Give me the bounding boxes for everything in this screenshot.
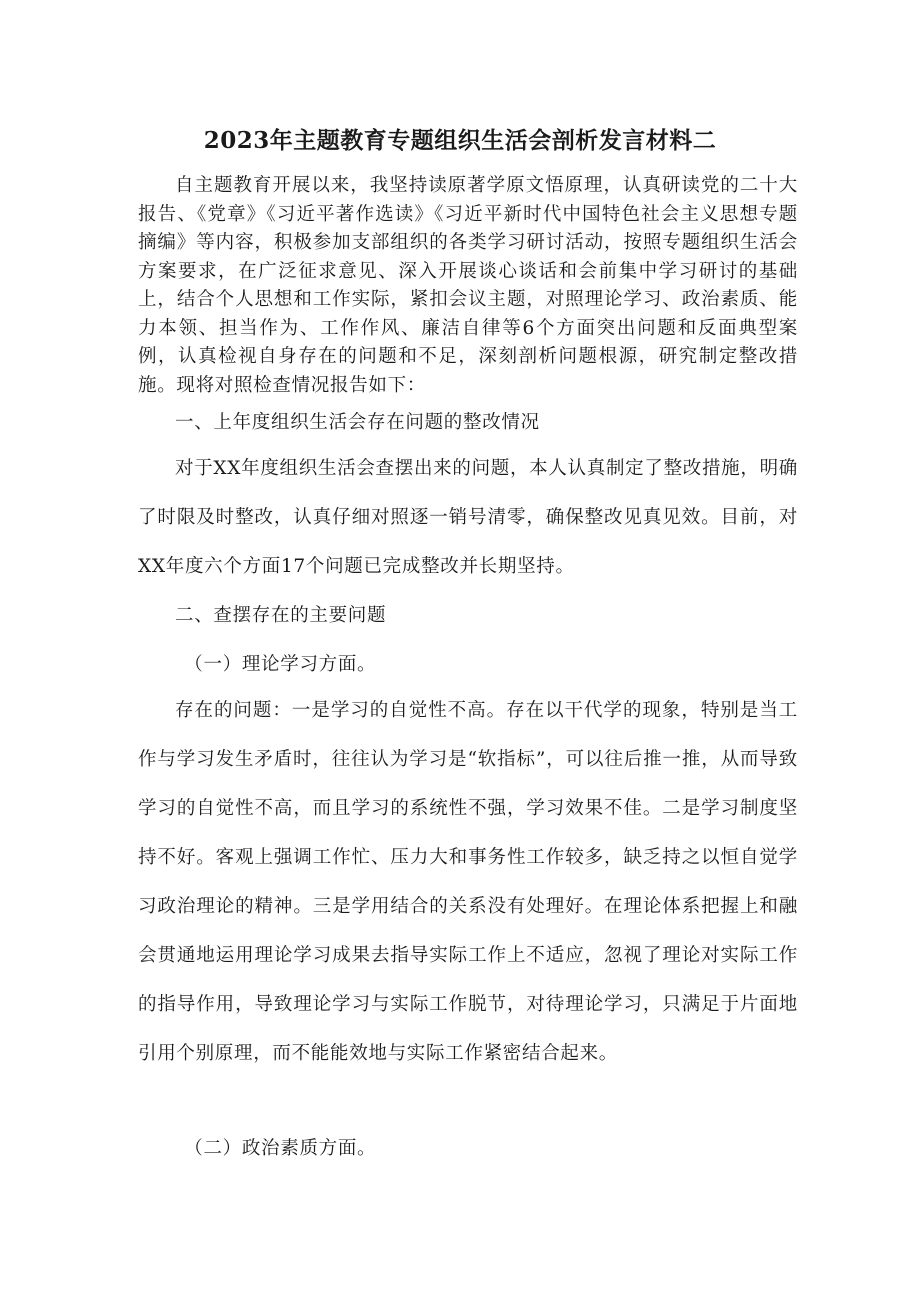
section-1-paragraph: 对于XX年度组织生活会查摆出来的问题，本人认真制定了整改措施，明确了时限及时整改，认真仔细对照逐一销号清零，确保整改见真见效。目前，对XX年度六个方面17个问题已完成整改并长期坚持。 bbox=[138, 458, 798, 577]
section-1-heading: 一、上年度组织生活会存在问题的整改情况 bbox=[175, 412, 540, 433]
subsection-1-paragraph: 存在的问题：一是学习的自觉性不高。存在以干代学的现象，特别是当工作与学习发生矛盾时，往往认为学习是“软指标”，可以往后推一推，从而导致学习的自觉性不高，而且学习的系统性不强，学习效果不佳。二是学习制度坚持不好。客观上强调工作忙、压力大和事务性工作较多，缺乏持之以恒自觉学习政治理论的精神。三是学用结合的关系没有处理好。在理论体系把握上和融会贯通地运用理论学习成果去指导实际工作上不适应，忽视了理论对实际工作的指导作用，导致理论学习与实际工作脱节，对待理论学习，只满足于片面地引用个别原理，而不能能效地与实际工作紧密结合起来。 bbox=[138, 700, 798, 1064]
section-2-heading: 二、查摆存在的主要问题 bbox=[175, 605, 387, 626]
subsection-1-heading: （一）理论学习方面。 bbox=[184, 654, 377, 675]
intro-paragraph: 自主题教育开展以来，我坚持读原著学原文悟原理，认真研读党的二十大报告、《党章》《习近平著作选读》《习近平新时代中国特色社会主义思想专题摘编》等内容，积极参加支部组织的各类学习研讨活动，按照专题组织生活会方案要求，在广泛征求意见、深入开展谈心谈话和会前集中学习研讨的基础上，结合个人思想和工作实际，紧扣会议主题，对照理论学习、政治素质、能力本领、担当作为、工作作风、廉洁自律等6个方面突出问题和反面典型案例，认真检视自身存在的问题和不足，深刻剖析问题根源，研究制定整改措施。现将对照检查情况报告如下： bbox=[138, 175, 798, 396]
subsection-2-heading: （二）政治素质方面。 bbox=[184, 1138, 377, 1159]
document-title: 2023年主题教育专题组织生活会剖析发言材料二 bbox=[203, 127, 717, 154]
